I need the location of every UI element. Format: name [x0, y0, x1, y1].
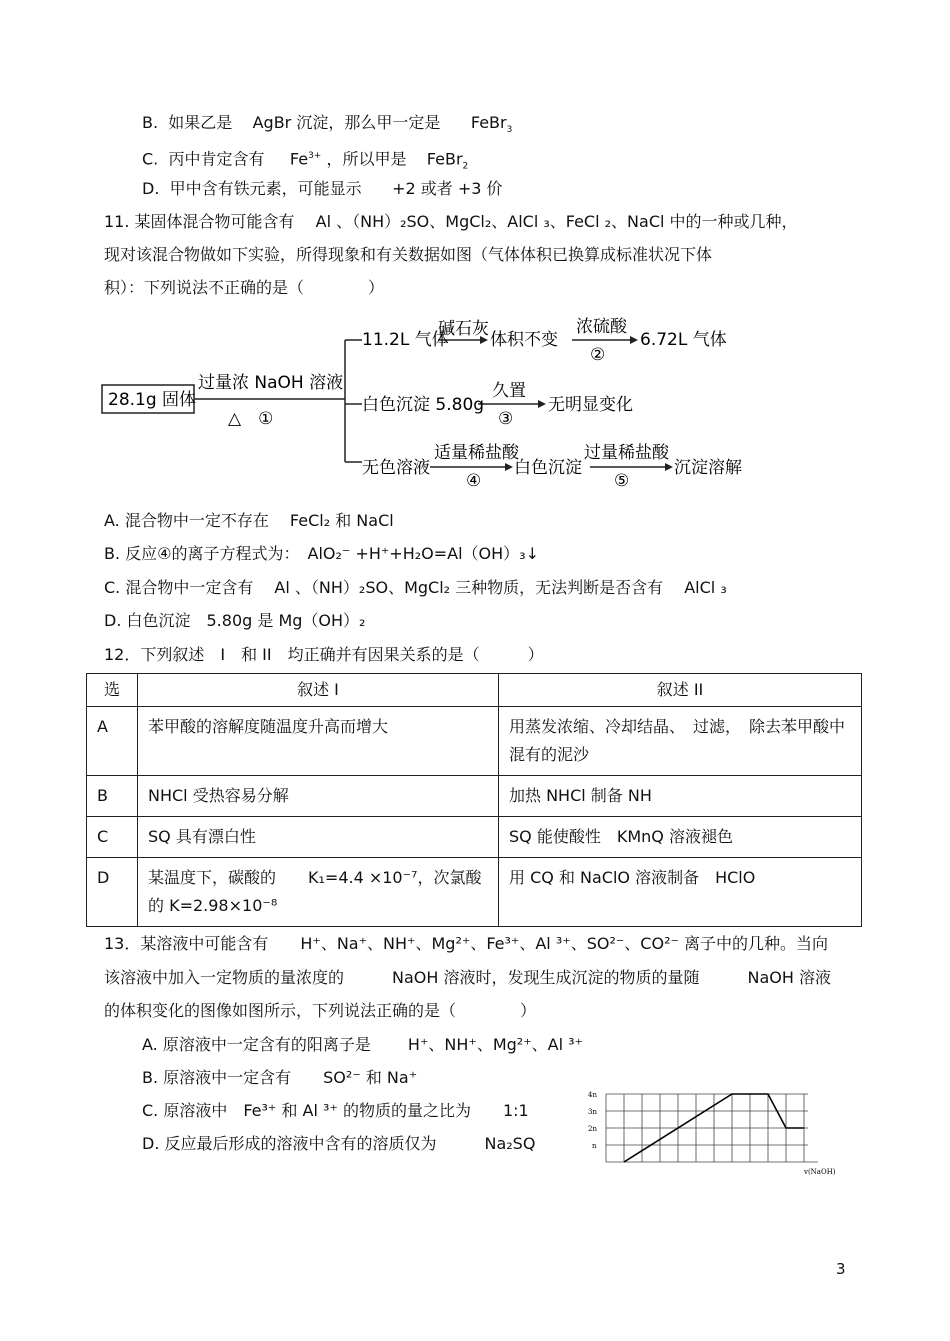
q10-option-b	[142, 112, 512, 141]
table-header-cell: 叙述 II	[499, 674, 862, 707]
table-row	[87, 858, 862, 927]
flow-step5: ⑤	[614, 471, 630, 491]
q10-option-d	[142, 178, 503, 200]
table-cell: C	[87, 817, 138, 858]
option-text: FeBr	[426, 149, 463, 169]
table-cell: 用蒸发浓缩、冷却结晶、 过滤， 除去苯甲酸中混有的泥沙	[499, 707, 862, 776]
flow-white-precipitate: 白色沉淀	[514, 458, 582, 478]
flow-precipitate: 白色沉淀 5.80g	[362, 395, 485, 415]
option-label: C.	[142, 149, 159, 169]
flow-volume-same: 体积不变	[490, 330, 558, 350]
flow-step2: ②	[590, 345, 606, 365]
flow-dissolve: 沉淀溶解	[674, 458, 742, 478]
q10-option-c	[142, 145, 468, 178]
q11-option-b: B. 反应④的离子方程式为： AlO₂⁻ +H⁺+H₂O=Al（OH）₃↓	[104, 544, 539, 563]
table-cell: B	[87, 776, 138, 817]
table-header-cell: 叙述 I	[138, 674, 499, 707]
table-cell: A	[87, 707, 138, 776]
flow-reagent: 过量浓 NaOH 溶液	[198, 373, 344, 393]
table-cell: 苯甲酸的溶解度随温度升高而增大	[138, 707, 499, 776]
option-text: +2 或者 +3 价	[392, 179, 503, 198]
q13-option-d: D. 反应最后形成的溶液中含有的溶质仅为 Na₂SQ	[142, 1134, 536, 1153]
table-cell: SQ 具有漂白性	[138, 817, 499, 858]
table-cell: 用 CQ 和 NaClO 溶液制备 HClO	[499, 858, 862, 927]
superscript: 3+	[308, 151, 322, 161]
q12-stem: 12．下列叙述 I 和 II 均正确并有因果关系的是（ ）	[104, 645, 544, 664]
q13-option-a: A. 原溶液中一定含有的阳离子是 H⁺、NH⁺、Mg²⁺、Al ³⁺	[142, 1035, 584, 1054]
x-axis-label: v(NaOH)	[804, 1168, 836, 1176]
flow-start: 28.1g 固体	[108, 390, 197, 410]
flow-gas-2: 6.72L 气体	[640, 330, 727, 350]
y-label-4n: 4n	[588, 1091, 597, 1099]
option-text: 如果乙是	[168, 113, 233, 132]
q11-option-a: A. 混合物中一定不存在 FeCl₂ 和 NaCl	[104, 511, 394, 530]
q11-option-d: D. 白色沉淀 5.80g 是 Mg（OH）₂	[104, 611, 366, 630]
flow-reagent-sodalime: 碱石灰	[438, 319, 489, 339]
flow-reagent-dilute-hcl: 适量稀盐酸	[434, 443, 519, 463]
table-cell: 加热 NHCl 制备 NH	[499, 776, 862, 817]
page-number: 3	[836, 1260, 846, 1278]
q11-stem-line3: 积）：下列说法不正确的是（ ）	[104, 278, 385, 297]
q11-stem-line2: 现对该混合物做如下实验，所得现象和有关数据如图（气体体积已换算成标准状况下体	[104, 245, 713, 264]
flow-gas-1: 11.2L 气体	[362, 330, 449, 350]
option-text: FeBr	[470, 113, 507, 132]
option-label: B.	[142, 113, 159, 132]
flow-step3: ③	[498, 409, 514, 429]
option-label: D.	[142, 179, 160, 198]
flow-no-change: 无明显变化	[548, 395, 633, 415]
q11-option-c: C. 混合物中一定含有 Al 、（NH）₂SO、MgCl₂ 三种物质，无法判断是否含有 AlCl ₃	[104, 578, 727, 597]
q12-table	[86, 673, 862, 927]
table-header-cell: 选	[87, 674, 138, 707]
table-row	[87, 776, 862, 817]
q13-option-b: B. 原溶液中一定含有 SO²⁻ 和 Na⁺	[142, 1068, 418, 1087]
y-label-2n: 2n	[588, 1125, 597, 1133]
y-label-3n: 3n	[588, 1108, 597, 1116]
subscript: 3	[506, 125, 513, 136]
table-header-row	[87, 674, 862, 707]
flow-step1: △ ①	[228, 409, 274, 429]
option-text: 甲中含有铁元素，可能显示	[169, 179, 362, 198]
table-cell: 某温度下，碳酸的 K₁=4.4 ×10⁻⁷，次氯酸的 K=2.98×10⁻⁸	[138, 858, 499, 927]
q11-stem-line1: 11. 某固体混合物可能含有 Al 、（NH）₂SO、MgCl₂、AlCl ₃、FeCl ₂、NaCl 中的一种或几种，	[104, 212, 798, 231]
q13-option-c: C. 原溶液中 Fe³⁺ 和 Al ³⁺ 的物质的量之比为 1:1	[142, 1101, 529, 1120]
flow-reagent-excess-hcl: 过量稀盐酸	[584, 443, 669, 463]
subscript: 2	[462, 161, 469, 172]
flow-step4: ④	[466, 471, 482, 491]
table-row	[87, 817, 862, 858]
table-row	[87, 707, 862, 776]
option-text: 丙中肯定含有	[168, 149, 265, 169]
table-cell: SQ 能使酸性 KMnQ 溶液褪色	[499, 817, 862, 858]
flow-reagent-h2so4: 浓硫酸	[576, 317, 627, 337]
table-cell: NHCl 受热容易分解	[138, 776, 499, 817]
q13-stem-line2: 该溶液中加入一定物质的量浓度的 NaOH 溶液时，发现生成沉淀的物质的量随 NaOH 溶液	[104, 968, 831, 987]
flow-reagent-stand: 久置	[492, 381, 526, 401]
option-text: ，所以甲是	[326, 149, 407, 169]
y-label-n: n	[592, 1142, 597, 1150]
q13-stem-line1: 13．某溶液中可能含有 H⁺、Na⁺、NH⁺、Mg²⁺、Fe³⁺、Al ³⁺、SO²⁻、CO²⁻ 离子中的几种。当向	[104, 934, 829, 953]
q13-stem-line3: 的体积变化的图像如图所示，下列说法正确的是（ ）	[104, 1001, 537, 1020]
q13-graph	[586, 1086, 846, 1181]
option-text: AgBr 沉淀，那么甲一定是	[252, 113, 441, 132]
option-text: Fe	[289, 149, 309, 169]
q11-flow-diagram	[100, 312, 750, 492]
flow-colorless-solution: 无色溶液	[362, 458, 430, 478]
table-cell: D	[87, 858, 138, 927]
